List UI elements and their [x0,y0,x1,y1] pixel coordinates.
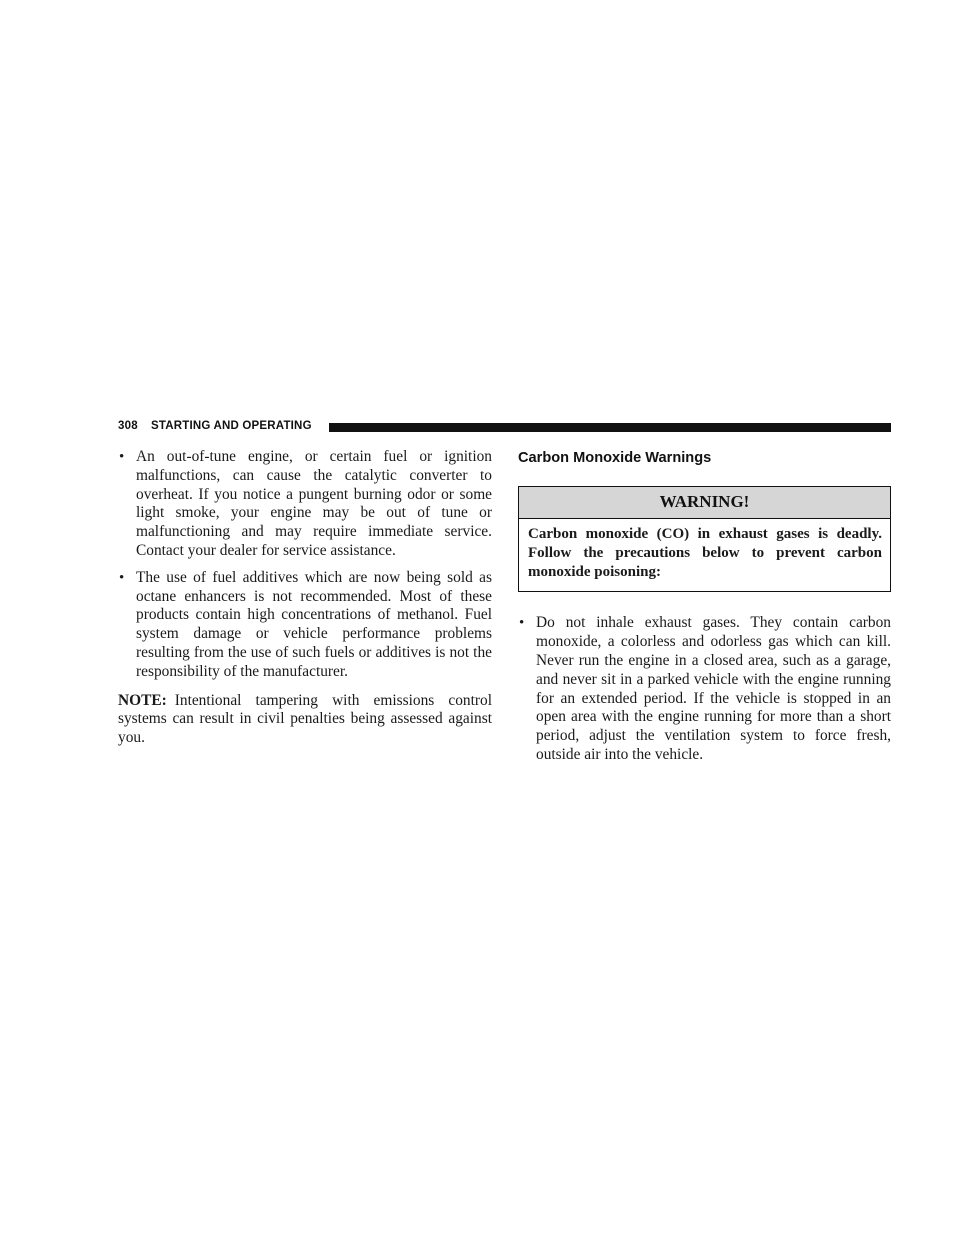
page-header [118,418,891,438]
bullet-text: An out-of-tune engine, or certain fuel or ignition malfunctions, can cause the catalytic converter to overheat. If you notice a pungent burning odor or some light smoke, your engine may be out of tune or malfunctioning and may require immediate service. Contact your dealer for service assistance. [136,448,492,559]
bullet-text: Do not inhale exhaust gases. They contain carbon monoxide, a colorless and odorless gas which can kill. Never run the engine in a closed area, such as a garage, and never sit in a parked vehicle with the engine running for an extended period. If the vehicle is stopped in an open area with the engine running for more than a short period, adjust the ventilation system to force fresh, outside air into the vehicle. [536,614,891,763]
section-title: STARTING AND OPERATING [151,420,312,432]
warning-body: Carbon monoxide (CO) in exhaust gases is deadly. Follow the precautions below to prevent carbon monoxide poisoning: [528,526,882,580]
section-heading: Carbon Monoxide Warnings [518,450,712,466]
bullet-list [518,614,891,764]
bullet-text: The use of fuel additives which are now being sold as octane enhancers is not recommended. Most of these products contain high concentrations of methanol. Fuel system damage or vehicle performance problems resulting from the use of such fuels or additives is not the responsibility of the manufacturer. [136,568,492,680]
bullet-icon: • [519,615,525,632]
note-paragraph [118,692,492,748]
list-item [118,569,492,682]
list-item [118,448,492,561]
warning-box [518,486,891,592]
bullet-icon: • [119,569,125,586]
bullet-icon: • [119,449,125,465]
list-item [518,614,891,764]
left-column [118,448,492,748]
page-number: 308 [118,420,138,432]
note-text: Intentional tampering with emissions control systems can result in civil penalties being assessed against you. [118,691,492,747]
note-label: NOTE: [118,691,167,709]
right-column [518,448,891,773]
header-rule [329,423,891,432]
warning-title: WARNING! [519,487,890,519]
